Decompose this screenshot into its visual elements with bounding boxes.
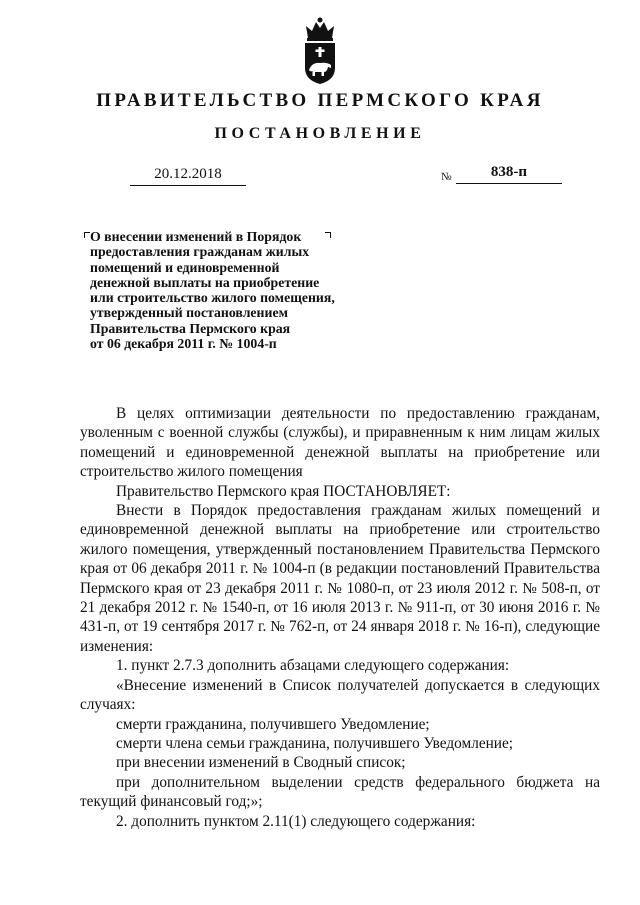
- coat-of-arms-icon: [300, 14, 340, 86]
- subject-line: от 06 декабря 2011 г. № 1004-п: [90, 336, 277, 352]
- paragraph-case: при дополнительном выделении средств федерального бюджета на текущий финансовый год;»;: [80, 773, 600, 811]
- subject-line: или строительство жилого помещения,: [90, 290, 335, 306]
- paragraph-amendment: Внести в Порядок предоставления гражданам жилых помещений и единовременной денежной выплаты на приобретение или строительство жилого помещения, утвержденный постановлением Правительства Пермского края от 06 декабря 2011 г. № 1004-п (в редакции постановлений Правительства Пермского края от 23 декабря 2011 г. № 1080-п, от 23 июля 2012 г. № 508-п, от 21 декабря 2012 г. № 1540-п, от 16 июля 2013 г. № 911-п, от 30 июня 2016 г. № 431-п, от 19 сентября 2017 г. № 762-п, от 24 января 2018 г. № 16-п), следующие изменения:: [80, 502, 600, 655]
- paragraph-resolves: Правительство Пермского края ПОСТАНОВЛЯЕТ:: [116, 482, 451, 500]
- paragraph-quote-intro: «Внесение изменений в Список получателей допускается в следующих случаях:: [80, 676, 600, 714]
- subject-line: Правительства Пермского края: [90, 320, 291, 336]
- paragraph-case: при внесении изменений в Сводный список;: [116, 754, 406, 772]
- government-title: ПРАВИТЕЛЬСТВО ПЕРМСКОГО КРАЯ: [96, 90, 544, 111]
- document-date: 20.12.2018: [130, 166, 246, 186]
- document-body: [80, 404, 600, 831]
- paragraph-case: смерти гражданина, получившего Уведомление;: [116, 715, 430, 733]
- document-type: ПОСТАНОВЛЕНИЕ: [214, 125, 426, 142]
- paragraph-case: смерти члена семьи гражданина, получившего Уведомление;: [116, 734, 514, 752]
- paragraph-preamble: В целях оптимизации деятельности по предоставлению гражданам, уволенным с военной службы (службы), и приравненным к ним лицам жилых помещений и единовременной денежной выплаты на приобретение или строительство жилого помещения: [80, 405, 600, 481]
- subject-line: предоставления гражданам жилых: [90, 244, 310, 260]
- subject-line: утвержденный постановлением: [90, 305, 288, 321]
- paragraph-item-2: 2. дополнить пунктом 2.11(1) следующего содержания:: [116, 812, 476, 830]
- document-number: 838-п: [456, 164, 562, 184]
- subject-line: денежной выплаты на приобретение: [90, 274, 320, 290]
- subject-line: помещений и единовременной: [90, 259, 280, 275]
- number-sign: №: [441, 171, 452, 183]
- paragraph-item-1: 1. пункт 2.7.3 дополнить абзацами следующего содержания:: [116, 657, 510, 675]
- document-subject: [90, 229, 390, 351]
- subject-line: О внесении изменений в Порядок: [90, 229, 302, 244]
